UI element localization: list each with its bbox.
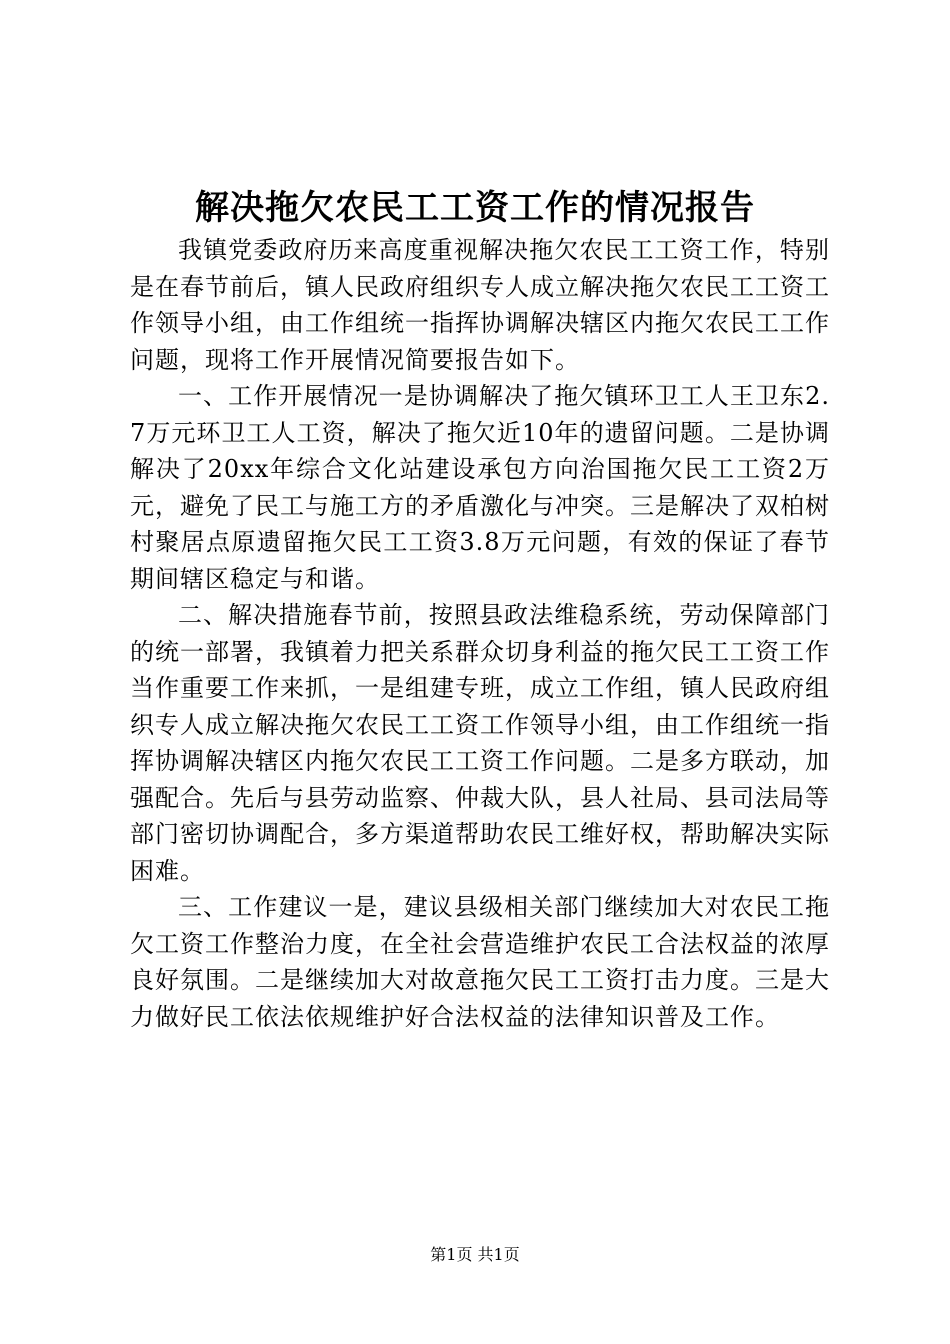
paragraph-work-progress: 一、工作开展情况一是协调解决了拖欠镇环卫工人王卫东2.7万元环卫工人工资，解决了拖欠近10年的遗留问题。二是协调解决了20xx年综合文化站建设承包方向治国拖欠民工工资2万元，避免了民工与施工方的矛盾激化与冲突。三是解决了双柏树村聚居点原遗留拖欠民工工资3.8万元问题，有效的保证了春节期间辖区稳定与和谐。 bbox=[130, 382, 830, 593]
paragraph-suggestions: 三、工作建议一是，建议县级相关部门继续加大对农民工拖欠工资工作整治力度，在全社会营造维护农民工合法权益的浓厚良好氛围。二是继续加大对故意拖欠民工工资打击力度。三是大力做好民工依法依规维护好合法权益的法律知识普及工作。 bbox=[130, 893, 830, 1031]
document-body bbox=[130, 232, 830, 1035]
paragraph-intro: 我镇党委政府历来高度重视解决拖欠农民工工资工作，特别是在春节前后，镇人民政府组织专人成立解决拖欠农民工工资工作领导小组，由工作组统一指挥协调解决辖区内拖欠农民工工作问题，现将工作开展情况简要报告如下。 bbox=[130, 236, 830, 374]
paragraph-measures: 二、解决措施春节前，按照县政法维稳系统，劳动保障部门的统一部署，我镇着力把关系群众切身利益的拖欠民工工资工作当作重要工作来抓，一是组建专班，成立工作组，镇人民政府组织专人成立解决拖欠农民工工资工作领导小组，由工作组统一指挥协调解决辖区内拖欠农民工工资工作问题。二是多方联动，加强配合。先后与县劳动监察、仲裁大队，县人社局、县司法局等部门密切协调配合，多方渠道帮助农民工维好权，帮助解决实际困难。 bbox=[130, 601, 830, 885]
document-title: 解决拖欠农民工工资工作的情况报告 bbox=[195, 188, 755, 228]
page-number-footer: 第1页 共1页 bbox=[430, 1245, 520, 1264]
